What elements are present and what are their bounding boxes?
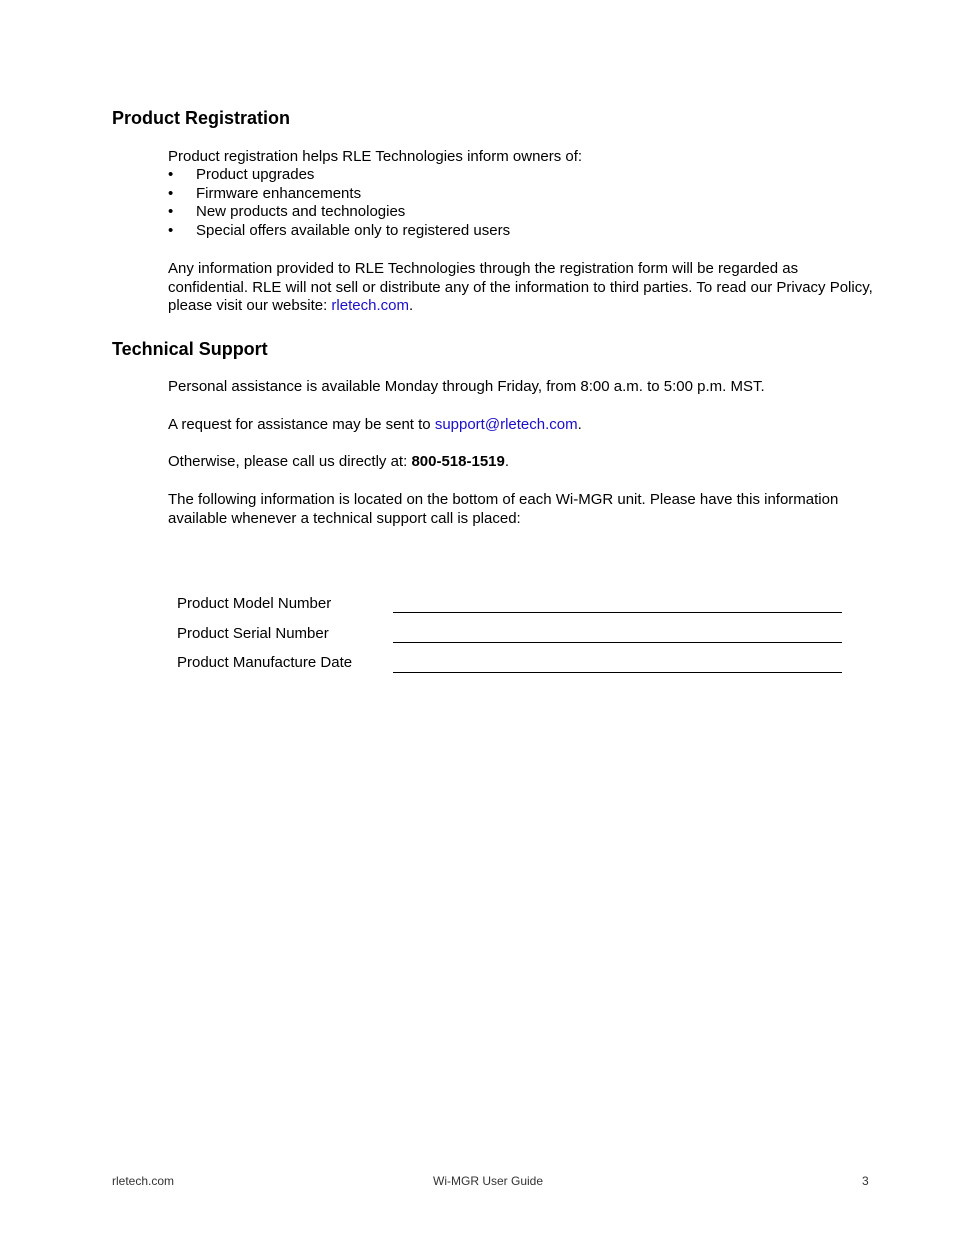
model-number-row — [177, 595, 842, 615]
list-item-text: Firmware enhancements — [196, 184, 362, 202]
support-email-link[interactable]: support@rletech.com — [434, 416, 578, 433]
list-item-text: New products and technologies — [196, 203, 406, 220]
privacy-text: Any information provided to RLE Technologies through the registration form will be regarded as confidential. RLE will not sell or distribute any of the information to third parties. To read our Privacy Policy, please visit our website: — [168, 260, 873, 314]
manufacture-date-label: Product Manufacture Date — [177, 654, 353, 671]
email-prefix: A request for assistance may be sent to — [168, 416, 435, 433]
list-item-text: Special offers available only to registered users — [196, 221, 511, 239]
phone-period: . — [504, 453, 510, 470]
privacy-period: . — [408, 297, 414, 314]
serial-number-row — [177, 625, 842, 645]
phone-prefix: Otherwise, please call us directly at: — [168, 453, 412, 470]
email-period: . — [577, 416, 582, 433]
privacy-paragraph — [168, 260, 873, 316]
support-phone-number: 800-518-1519 — [411, 453, 505, 470]
website-link[interactable]: rletech.com — [331, 297, 409, 314]
bullet-icon: • — [168, 203, 174, 220]
list-item — [168, 166, 510, 185]
registration-intro: Product registration helps RLE Technologies inform owners of: — [168, 148, 583, 165]
list-item — [168, 203, 510, 222]
footer-website: rletech.com — [112, 1174, 175, 1188]
support-hours: Personal assistance is available Monday through Friday, from 8:00 a.m. to 5:00 p.m. MST. — [168, 378, 765, 395]
footer-page-number: 3 — [862, 1174, 869, 1188]
list-item — [168, 222, 510, 241]
support-email-paragraph — [168, 416, 873, 435]
manufacture-date-row — [177, 654, 842, 674]
registration-benefits-list — [168, 166, 510, 240]
product-registration-heading: Product Registration — [112, 108, 291, 128]
footer-document-title: Wi-MGR User Guide — [433, 1174, 544, 1188]
bullet-icon: • — [168, 221, 174, 239]
bullet-icon: • — [168, 184, 174, 202]
support-info-paragraph: The following information is located on the bottom of each Wi-MGR unit. Please have this information available whenever a technical support call is placed: — [168, 491, 839, 527]
list-item-text: Product upgrades — [196, 166, 315, 183]
list-item — [168, 185, 510, 204]
support-phone-paragraph — [168, 453, 873, 472]
model-number-blank-line — [393, 612, 842, 613]
serial-number-blank-line — [393, 642, 842, 643]
serial-number-label: Product Serial Number — [177, 625, 329, 642]
bullet-icon: • — [168, 166, 174, 183]
technical-support-heading: Technical Support — [112, 339, 268, 359]
model-number-label: Product Model Number — [177, 595, 332, 612]
manufacture-date-blank-line — [393, 672, 842, 673]
